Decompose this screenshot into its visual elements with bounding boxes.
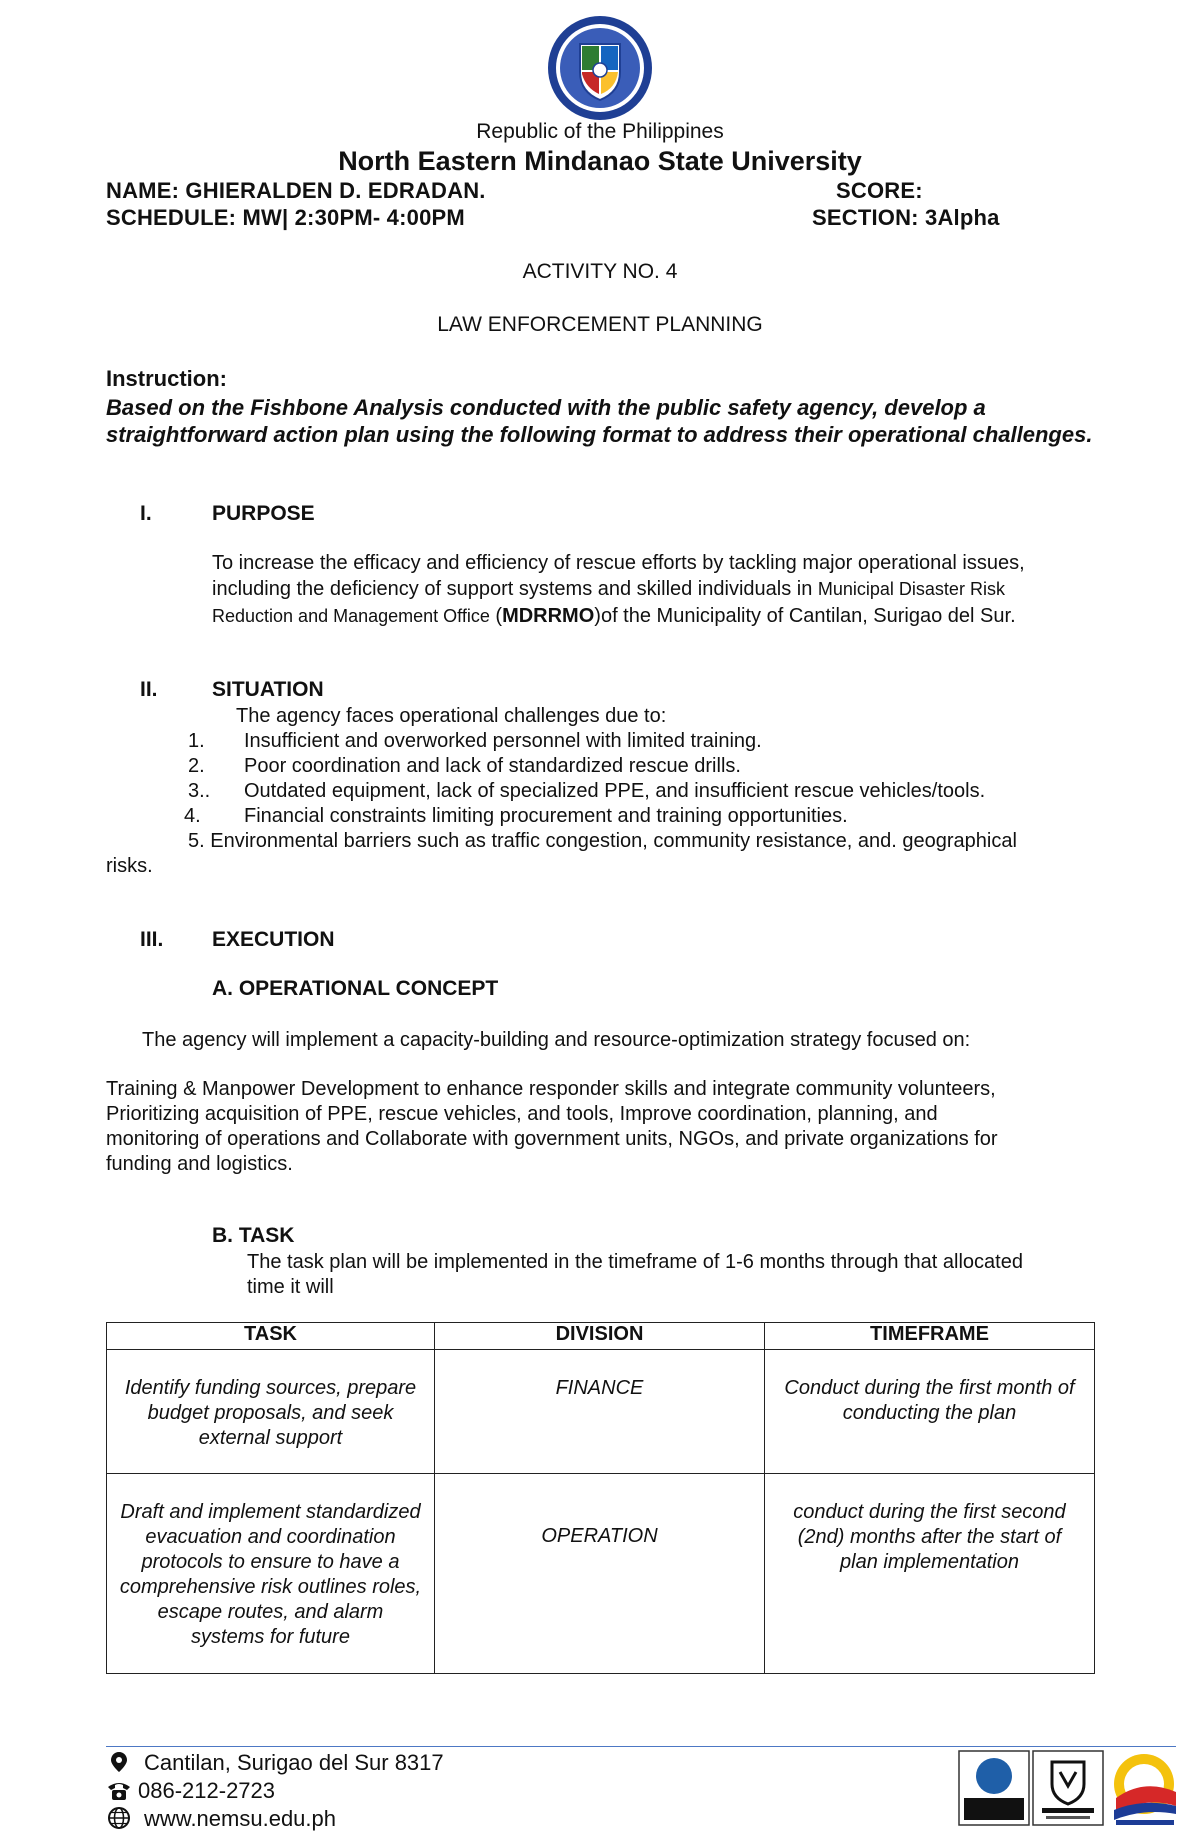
timeframe-cell: Conduct during the first month of conducting the plan xyxy=(765,1350,1095,1474)
footer-address: Cantilan, Surigao del Sur 8317 xyxy=(144,1750,444,1775)
purpose-line-3b: ( xyxy=(489,605,503,627)
situation-item-4: Financial constraints limiting procurement and training opportunities. xyxy=(244,805,848,827)
operational-concept-intro: The agency will implement a capacity-building and resource-optimization strategy focused on: xyxy=(142,1029,971,1051)
situation-item-4-num: 4. xyxy=(184,805,201,827)
purpose-line-2 xyxy=(212,576,1005,602)
university-seal-logo xyxy=(546,14,654,122)
task-heading: B. TASK xyxy=(212,1224,295,1247)
division-cell: OPERATION xyxy=(435,1474,765,1674)
situation-item-3: Outdated equipment, lack of specialized PPE, and insufficient rescue vehicles/tools. xyxy=(244,780,986,802)
execution-numeral: III. xyxy=(140,928,164,951)
table-row xyxy=(107,1350,1095,1474)
purpose-line-3c: MDRRMO xyxy=(502,605,595,627)
republic-line: Republic of the Philippines xyxy=(476,120,724,143)
operational-concept-heading: A. OPERATIONAL CONCEPT xyxy=(212,977,499,1000)
section: SECTION: 3Alpha xyxy=(812,205,1000,230)
purpose-line-2a: including the deficiency of support systems and skilled individuals in xyxy=(212,578,818,600)
footer-website: www.nemsu.edu.ph xyxy=(144,1806,336,1831)
task-cell: Draft and implement standardized evacuation and coordination protocols to ensure to have a comprehensive risk outlines roles, escape routes, and alarm systems for future xyxy=(107,1474,435,1674)
purpose-line-3 xyxy=(212,603,1016,629)
footer-divider xyxy=(106,1746,1176,1747)
situation-item-5-cont: risks. xyxy=(106,855,153,877)
situation-item-5: 5. Environmental barriers such as traffic congestion, community resistance, and. geographical xyxy=(188,830,1017,852)
student-name: NAME: GHIERALDEN D. EDRADAN. xyxy=(106,178,486,203)
column-header-timeframe: TIMEFRAME xyxy=(765,1323,1095,1350)
score-label: SCORE: xyxy=(836,178,923,203)
table-row xyxy=(107,1474,1095,1674)
concept-body-line-3: monitoring of operations and Collaborate with government units, NGOs, and private organizations for xyxy=(106,1128,998,1150)
task-table xyxy=(106,1322,1095,1674)
purpose-numeral: I. xyxy=(140,502,152,525)
phone-icon xyxy=(106,1778,132,1802)
bagong-pilipinas-logo xyxy=(1106,1748,1182,1828)
purpose-line-1: To increase the efficacy and efficiency of rescue efforts by tackling major operational issues, xyxy=(212,552,1025,574)
globe-icon xyxy=(106,1806,132,1830)
iso-certification-logo xyxy=(958,1750,1030,1826)
situation-item-2: Poor coordination and lack of standardized rescue drills. xyxy=(244,755,741,777)
activity-number: ACTIVITY NO. 4 xyxy=(522,260,678,283)
situation-intro: The agency faces operational challenges due to: xyxy=(236,705,667,727)
footer-phone: 086-212-2723 xyxy=(138,1778,276,1803)
instruction-label: Instruction: xyxy=(106,366,227,391)
task-cell: Identify funding sources, prepare budget proposals, and seek external support xyxy=(107,1350,435,1474)
instruction-body: Based on the Fishbone Analysis conducted with the public safety agency, develop a straightforward action plan using the following format to address their operational challenges. xyxy=(106,395,1093,447)
activity-title: LAW ENFORCEMENT PLANNING xyxy=(437,313,763,336)
situation-item-3-num: 3.. xyxy=(188,780,211,802)
situation-item-1: Insufficient and overworked personnel with limited training. xyxy=(244,730,762,752)
column-header-division: DIVISION xyxy=(435,1323,765,1350)
concept-body-line-2: Prioritizing acquisition of PPE, rescue vehicles, and tools, Improve coordination, planning, and xyxy=(106,1103,938,1125)
task-intro-line-2: time it will xyxy=(247,1276,334,1298)
concept-body-line-1: Training & Manpower Development to enhance responder skills and integrate community volunteers, xyxy=(106,1078,996,1100)
situation-numeral: II. xyxy=(140,678,158,701)
purpose-heading: PURPOSE xyxy=(212,502,315,525)
timeframe-cell: conduct during the first second (2nd) months after the start of plan implementation xyxy=(765,1474,1095,1674)
execution-heading: EXECUTION xyxy=(212,928,335,951)
university-name: North Eastern Mindanao State University xyxy=(338,146,862,176)
purpose-line-3a: Reduction and Management Office xyxy=(212,606,490,626)
column-header-task: TASK xyxy=(107,1323,435,1350)
ukas-certification-logo xyxy=(1032,1750,1104,1826)
purpose-line-2b: Municipal Disaster Risk xyxy=(817,579,1005,599)
division-cell: FINANCE xyxy=(435,1350,765,1474)
task-table-header-row xyxy=(107,1323,1095,1350)
situation-heading: SITUATION xyxy=(212,678,324,701)
purpose-line-3d: )of the Municipality of Cantilan, Surigao del Sur. xyxy=(594,605,1016,627)
location-pin-icon xyxy=(106,1750,132,1774)
schedule: SCHEDULE: MW| 2:30PM- 4:00PM xyxy=(106,205,465,230)
situation-item-1-num: 1. xyxy=(188,730,205,752)
concept-body-line-4: funding and logistics. xyxy=(106,1153,293,1175)
task-intro-line-1: The task plan will be implemented in the timeframe of 1-6 months through that allocated xyxy=(247,1251,1023,1273)
situation-item-2-num: 2. xyxy=(188,755,205,777)
